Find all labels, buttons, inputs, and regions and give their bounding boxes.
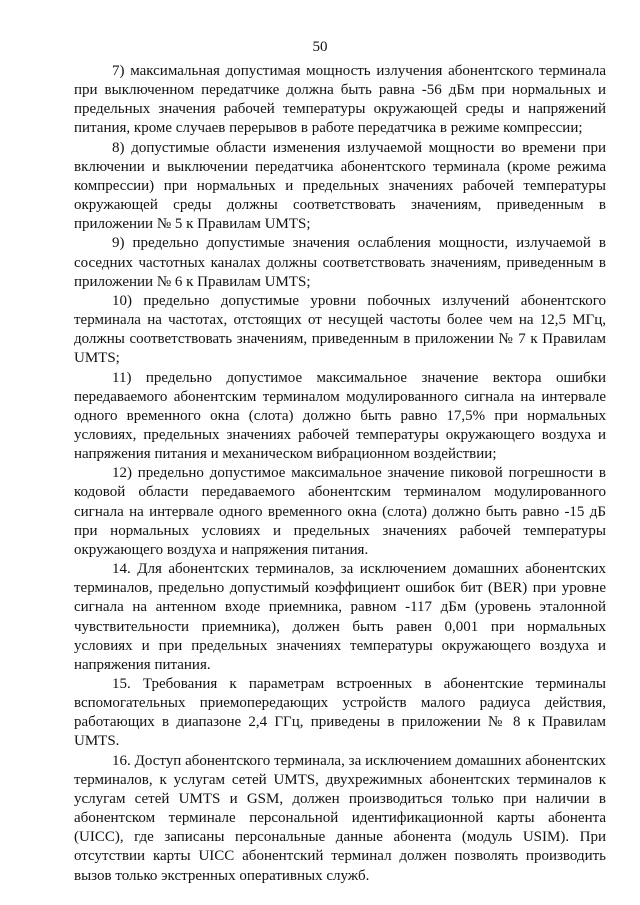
paragraph-item-7: 7) максимальная допустимая мощность излучения абонентского терминала при выключенном передатчике должна быть равна -56 дБм при нормальных и предельных значения рабочей температуры окружающей среды и напряжений питания, кроме случаев перерывов в работе передатчика в режиме компрессии; <box>74 63 606 137</box>
page-number: 50 <box>312 39 328 55</box>
paragraph-section-15: 15. Требования к параметрам встроенных в абонентские терминалы вспомогательных приемопередающих устройств малого радиуса действия, работающих в диапазоне 2,4 ГГц, приведены в приложении № 8 к Правилам UMTS. <box>74 676 606 750</box>
paragraph-item-12: 12) предельно допустимое максимальное значение пиковой погрешности в кодовой области передаваемого абонентским терминалом модулированного сигнала на интервале одного временного окна (слота) должно быть равно -15 дБ при нормальных условиях и предельных значениях рабочей температуры окружающего воздуха и напряжения питания. <box>74 465 606 558</box>
paragraph-item-11: 11) предельно допустимое максимальное значение вектора ошибки передаваемого абонентским терминалом модулированного сигнала на интервале одного временного окна (слота) должно быть равно 17,5% при нормальных условиях, предельных значениях рабочей температуры окружающего воздуха и напряжения питания и механическом вибрационном воздействии; <box>74 369 606 463</box>
document-body <box>74 62 606 886</box>
paragraph-section-16: 16. Доступ абонентского терминала, за исключением домашних абонентских терминалов, к услугам сетей UMTS, двухрежимных абонентских терминалов к услугам сетей UMTS и GSM, должен производиться только при наличии в абонентском терминале персональной идентификационной карты абонента (UICC), где записаны персональные данные абонента (модуль USIM). При отсутствии карты UICC абонентский терминал должен позволять производить вызов только экстренных оперативных служб. <box>74 752 606 884</box>
paragraph-section-14: 14. Для абонентских терминалов, за исключением домашних абонентских терминалов, предельно допустимый коэффициент ошибок бит (BER) при уровне сигнала на антенном входе приемника, равном -117 дБм (уровень эталонной чувствительности приемника), должен быть равен 0,001 при нормальных условиях и при предельных значениях температуры окружающего воздуха и напряжения питания. <box>74 561 606 673</box>
paragraph-item-8: 8) допустимые области изменения излучаемой мощности во времени при включении и выключении передатчика абонентского терминала (кроме режима компрессии) при нормальных и предельных значениях рабочей температуры окружающей среды должны соответствовать значениям, приведенным в приложении № 5 к Правилам UMTS; <box>74 139 606 233</box>
paragraph-item-10: 10) предельно допустимые уровни побочных излучений абонентского терминала на частотах, отстоящих от несущей частоты более чем на 12,5 МГц, должны соответствовать значениям, приведенным в приложении № 7 к Правилам UMTS; <box>74 292 606 367</box>
paragraph-item-9: 9) предельно допустимые значения ослабления мощности, излучаемой в соседних частотных каналах должны соответствовать значениям, приведенным в приложении № 6 к Правилам UMTS; <box>74 235 606 290</box>
